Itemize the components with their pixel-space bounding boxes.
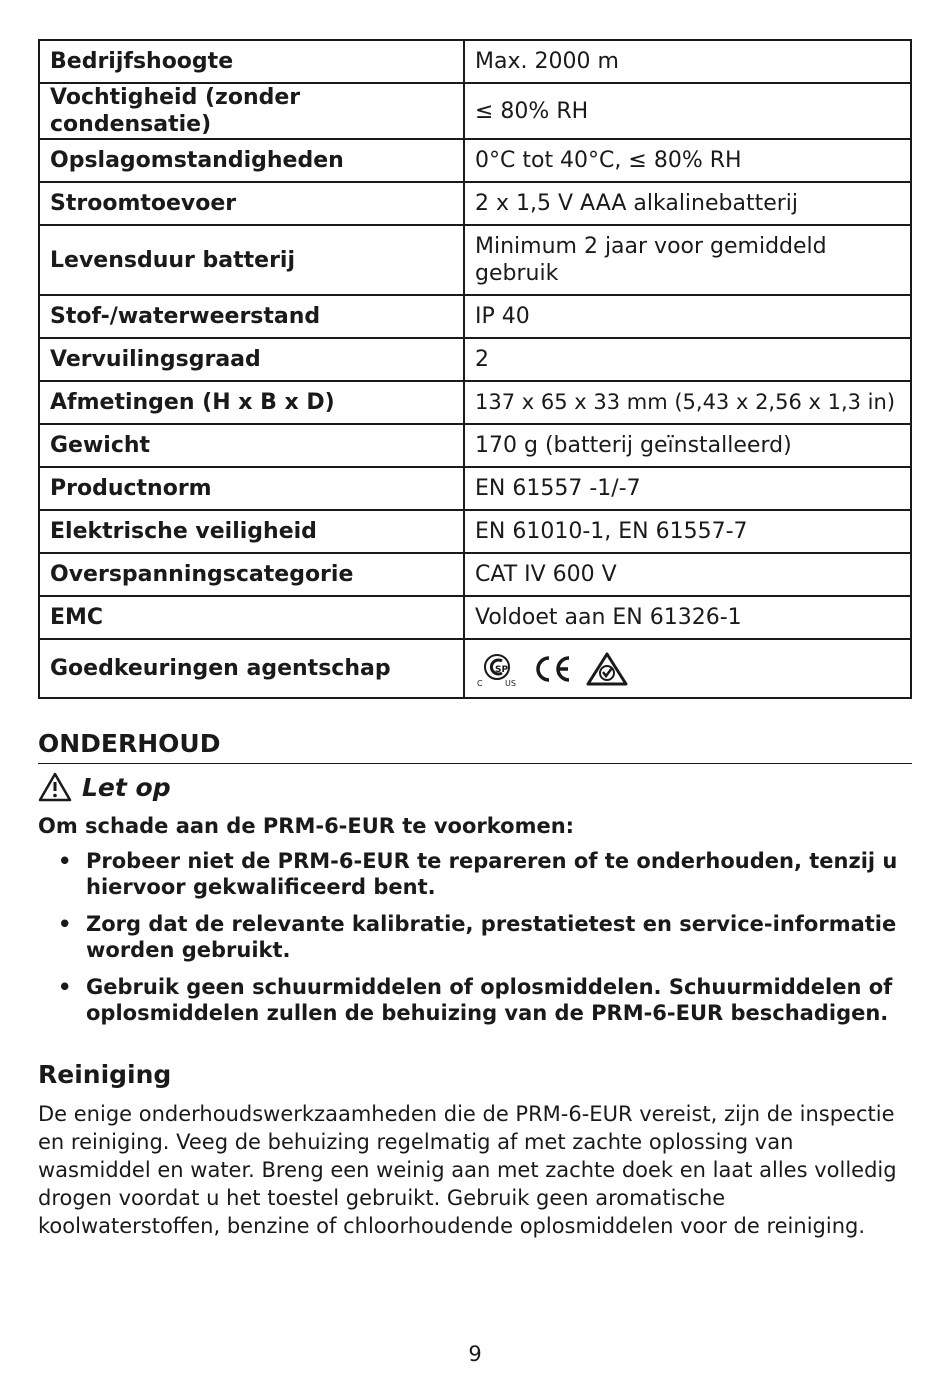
spec-label: Vochtigheid (zonder condensatie) [39,83,464,139]
list-item: • Probeer niet de PRM-6-EUR te repareren of te onderhouden, tenzij u hiervoor gekwalificeerd bent. [58,849,898,899]
list-item-text: Probeer niet de PRM-6-EUR te repareren of te onderhouden, tenzij u hiervoor gekwalificeerd bent. [86,849,898,899]
approval-logos [475,650,900,688]
table-row [39,83,911,139]
spec-value: Minimum 2 jaar voor gemiddeld gebruik [464,225,911,295]
page-number: 9 [468,1342,482,1366]
spec-label: Opslagomstandigheden [39,139,464,182]
svg-text:SP: SP [495,664,509,675]
spec-value: EN 61557 -1/-7 [464,467,911,510]
cleaning-paragraph: De enige onderhoudswerkzaamheden die de PRM-6-EUR vereist, zijn de inspectie en reiniging. Veeg de behuizing regelmatig af met zachte oplossing van wasmiddel en water. Breng een weinig aan met zachte doek en laat alles volledig drogen voordat u het toestel gebruikt. Gebruik geen aromatische koolwaterstoffen, benzine of chloorhoudende oplosmiddelen voor de reiniging. [38,1102,897,1238]
spec-label: Levensduur batterij [39,225,464,295]
table-row [39,381,911,424]
spec-value: ≤ 80% RH [464,83,911,139]
spec-value: Max. 2000 m [464,40,911,83]
table-row [39,338,911,381]
caution-intro: Om schade aan de PRM-6-EUR te voorkomen: [38,814,575,838]
spec-label: Stof-/waterweerstand [39,295,464,338]
spec-label: Stroomtoevoer [39,182,464,225]
caution-heading [38,772,171,802]
warning-triangle-icon [38,772,72,802]
spec-value: IP 40 [464,295,911,338]
caution-list [38,848,898,1037]
table-row [39,596,911,639]
spec-value: Voldoet aan EN 61326-1 [464,596,911,639]
table-row [39,467,911,510]
spec-label: Vervuilingsgraad [39,338,464,381]
list-item: • Zorg dat de relevante kalibratie, prestatietest en service-informatie worden gebruikt. [58,912,897,962]
csa-c-label: C [477,678,483,688]
table-row [39,639,911,698]
table-row [39,225,911,295]
table-row [39,139,911,182]
spec-value: 0°C tot 40°C, ≤ 80% RH [464,139,911,182]
spec-value: CAT IV 600 V [464,553,911,596]
caution-label: Let op [82,772,171,802]
table-row [39,295,911,338]
list-item-text: Zorg dat de relevante kalibratie, prestatietest en service-informatie worden gebruikt. [86,912,897,962]
spec-value: 137 x 65 x 33 mm (5,43 x 2,56 x 1,3 in) [464,381,911,424]
spec-value: 170 g (batterij geïnstalleerd) [464,424,911,467]
list-item-text: Gebruik geen schuurmiddelen of oplosmiddelen. Schuurmiddelen of oplosmiddelen zullen de behuizing van de PRM-6-EUR beschadigen. [86,975,893,1025]
spec-label: Overspanningscategorie [39,553,464,596]
ce-mark-icon [531,654,573,684]
spec-label: Afmetingen (H x B x D) [39,381,464,424]
table-row [39,424,911,467]
table-row [39,510,911,553]
spec-value: EN 61010-1, EN 61557-7 [464,510,911,553]
spec-label: Goedkeuringen agentschap [39,639,464,698]
rcm-mark-icon [585,651,629,687]
list-item: • Gebruik geen schuurmiddelen of oplosmiddelen. Schuurmiddelen of oplosmiddelen zullen de behuizing van de PRM-6-EUR beschadigen. [58,975,893,1025]
section-title-maintenance: ONDERHOUD [38,729,912,764]
csa-mark-icon [475,650,519,688]
spec-label: Productnorm [39,467,464,510]
table-row [39,40,911,83]
table-row [39,553,911,596]
spec-label: Gewicht [39,424,464,467]
approval-logos-cell [464,639,911,698]
spec-label: Elektrische veiligheid [39,510,464,553]
spec-value: 2 x 1,5 V AAA alkalinebatterij [464,182,911,225]
specifications-table [38,39,912,699]
csa-us-label: US [505,678,516,688]
spec-label: EMC [39,596,464,639]
spec-label: Bedrijfshoogte [39,40,464,83]
spec-value: 2 [464,338,911,381]
section-title-cleaning: Reiniging [38,1060,172,1089]
table-row [39,182,911,225]
